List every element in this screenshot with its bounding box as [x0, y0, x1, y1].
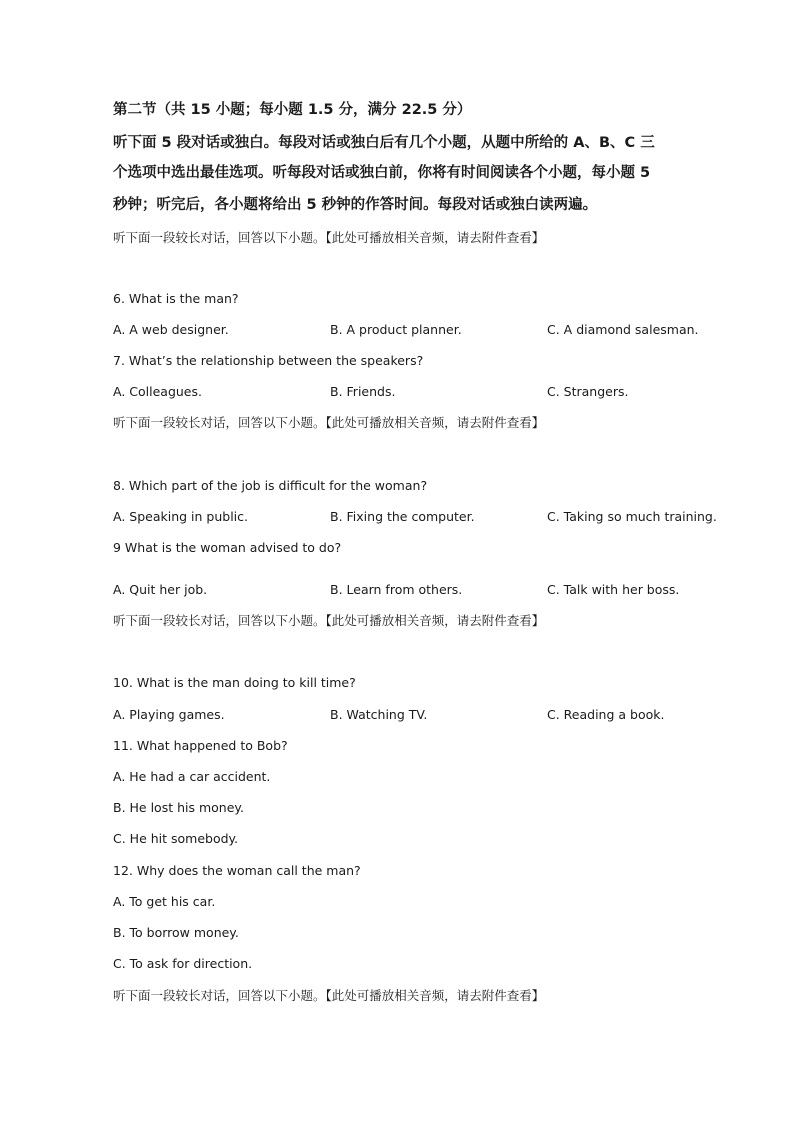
option-c: C. Reading a book.	[547, 707, 665, 722]
instructions-line-3: 秒钟；听完后，各小题将给出 5 秒钟的作答时间。每段对话或独白读两遍。	[113, 197, 598, 213]
option-a: A. Playing games.	[113, 707, 225, 722]
option-a: A. A web designer.	[113, 322, 229, 337]
audio-note: 听下面一段较长对话，回答以下小题。【此处可播放相关音频，请去附件查看】	[113, 415, 545, 430]
option-a: A. Speaking in public.	[113, 509, 248, 524]
section-title: 第二节（共 15 小题；每小题 1.5 分，满分 22.5 分）	[113, 102, 472, 118]
audio-note: 听下面一段较长对话，回答以下小题。【此处可播放相关音频，请去附件查看】	[113, 613, 545, 628]
option-c: C. Strangers.	[547, 384, 629, 399]
question-stem: 9 What is the woman advised to do?	[113, 540, 342, 555]
option-c: C. He hit somebody.	[113, 831, 239, 846]
question-stem: 6. What is the man?	[113, 291, 239, 306]
option-b: B. To borrow money.	[113, 925, 239, 940]
option-b: B. Fixing the computer.	[330, 509, 475, 524]
question-stem: 8. Which part of the job is difficult for the woman?	[113, 478, 428, 493]
question-stem: 10. What is the man doing to kill time?	[113, 675, 356, 690]
option-c: C. A diamond salesman.	[547, 322, 699, 337]
instructions-line-2: 个选项中选出最佳选项。听每段对话或独白前，你将有时间阅读各个小题，每小题 5	[113, 165, 651, 181]
option-b: B. Friends.	[330, 384, 396, 399]
option-b: B. Learn from others.	[330, 582, 463, 597]
option-a: A. Colleagues.	[113, 384, 202, 399]
option-b: B. Watching TV.	[330, 707, 428, 722]
option-b: B. A product planner.	[330, 322, 462, 337]
option-c: C. To ask for direction.	[113, 956, 253, 971]
option-b: B. He lost his money.	[113, 800, 244, 815]
option-a: A. To get his car.	[113, 894, 216, 909]
question-stem: 11. What happened to Bob?	[113, 738, 288, 753]
audio-note: 听下面一段较长对话，回答以下小题。【此处可播放相关音频，请去附件查看】	[113, 988, 545, 1003]
question-stem: 7. What’s the relationship between the speakers?	[113, 353, 424, 368]
option-a: A. He had a car accident.	[113, 769, 271, 784]
audio-note: 听下面一段较长对话，回答以下小题。【此处可播放相关音频，请去附件查看】	[113, 230, 545, 245]
question-stem: 12. Why does the woman call the man?	[113, 863, 361, 878]
instructions-line-1: 听下面 5 段对话或独白。每段对话或独白后有几个小题，从题中所给的 A、B、C 三	[113, 135, 655, 151]
option-a: A. Quit her job.	[113, 582, 208, 597]
option-c: C. Talk with her boss.	[547, 582, 680, 597]
option-c: C. Taking so much training.	[547, 509, 717, 524]
